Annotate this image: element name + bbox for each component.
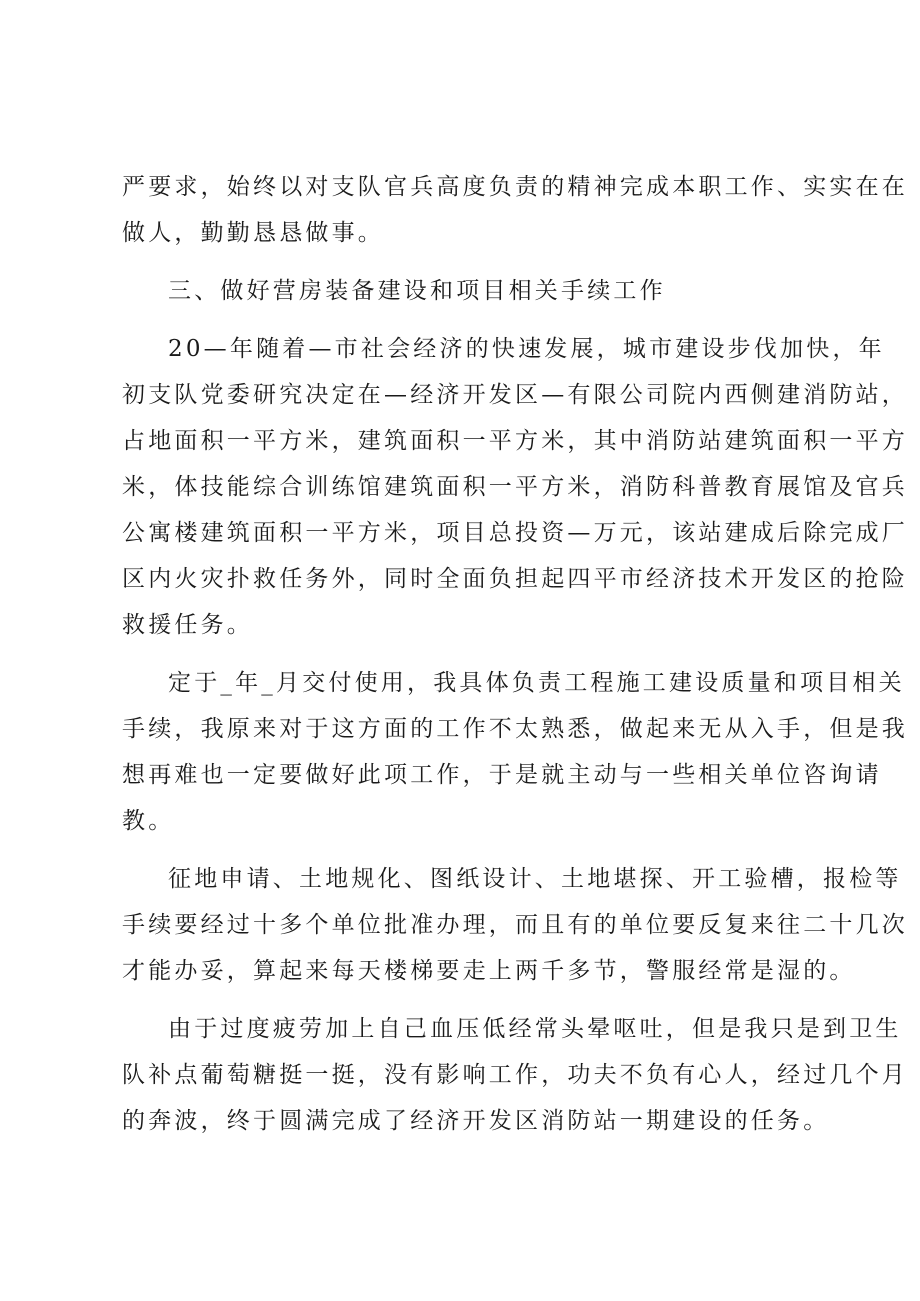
text-line: 手续要经过十多个单位批准办理，而且有的单位要反复来往二十几次 xyxy=(122,912,908,938)
text-line: 三、做好营房装备建设和项目相关手续工作 xyxy=(168,278,666,304)
text-line: 定于_年_月交付使用，我具体负责工程施工建设质量和项目相关 xyxy=(168,670,905,696)
text-line: 教。 xyxy=(122,808,175,834)
text-line: 的奔波，终于圆满完成了经济开发区消防站一期建设的任务。 xyxy=(122,1108,830,1134)
section-heading xyxy=(122,268,822,314)
paragraph xyxy=(122,326,908,648)
text-line: 严要求，始终以对支队官兵高度负责的精神完成本职工作、实实在在 xyxy=(122,174,908,200)
text-line: 才能办妥，算起来每天楼梯要走上两千多节，警服经常是湿的。 xyxy=(122,958,856,984)
document-body xyxy=(122,164,908,1144)
paragraph xyxy=(122,164,908,256)
text-line: 区内火灾扑救任务外，同时全面负担起四平市经济技术开发区的抢险 xyxy=(122,566,908,592)
text-line: 手续，我原来对于这方面的工作不太熟悉，做起来无从入手，但是我 xyxy=(122,716,908,742)
paragraph xyxy=(122,1006,908,1144)
text-line: 公寓楼建筑面积一平方米，项目总投资—万元，该站建成后除完成厂 xyxy=(122,520,908,546)
text-line: 征地申请、土地规化、图纸设计、土地堪探、开工验槽，报检等 xyxy=(168,866,902,892)
paragraph xyxy=(122,660,908,844)
text-line: 想再难也一定要做好此项工作，于是就主动与一些相关单位咨询请 xyxy=(122,762,882,788)
text-line: 队补点葡萄糖挺一挺，没有影响工作，功夫不负有心人，经过几个月 xyxy=(122,1062,908,1088)
text-line: 初支队党委研究决定在—经济开发区—有限公司院内西侧建消防站， xyxy=(122,382,908,408)
text-line: 20—年随着—市社会经济的快速发展，城市建设步伐加快，年 xyxy=(168,336,885,362)
text-line: 米，体技能综合训练馆建筑面积一平方米，消防科普教育展馆及官兵 xyxy=(122,474,908,500)
text-line: 由于过度疲劳加上自己血压低经常头晕呕吐，但是我只是到卫生 xyxy=(168,1016,902,1042)
paragraph xyxy=(122,856,908,994)
text-line: 救援任务。 xyxy=(122,612,253,638)
text-line: 占地面积一平方米，建筑面积一平方米，其中消防站建筑面积一平方 xyxy=(122,428,908,454)
text-line: 做人，勤勤恳恳做事。 xyxy=(122,220,384,246)
